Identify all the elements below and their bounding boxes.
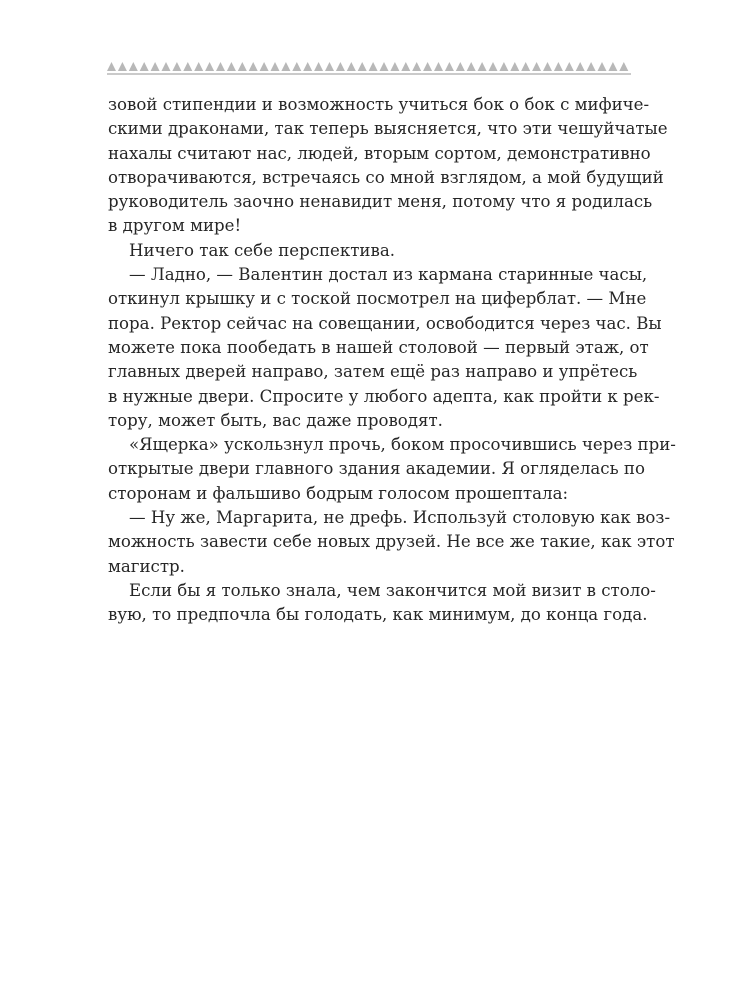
ornament-triangle (412, 62, 421, 71)
text-line: можность завести себе новых друзей. Не все же такие, как этот (108, 532, 675, 552)
ornament-triangle (619, 62, 628, 71)
ornament-triangle (107, 62, 116, 71)
ornament-triangle (598, 62, 607, 71)
ornament-triangle (194, 62, 203, 71)
ornament-triangle (336, 62, 345, 71)
text-line: магистр. (108, 556, 185, 576)
text-line: Если бы я только знала, чем закончится мой визит в столо- (129, 580, 656, 600)
text-line: скими драконами, так теперь выясняется, что эти чешуйчатые (108, 119, 668, 139)
paragraph (108, 239, 630, 263)
text-line: откинул крышку и с тоской посмотрел на циферблат. — Мне (108, 289, 647, 309)
ornament-triangle (554, 62, 563, 71)
paragraph (108, 433, 676, 506)
ornament-triangle (118, 62, 127, 71)
ornament-triangle (129, 62, 138, 71)
paragraph (108, 263, 662, 433)
text-line: зовой стипендии и возможность учиться бок о бок с мифиче- (108, 95, 650, 114)
ornament-triangle (151, 62, 160, 71)
text-line: в другом мире! (108, 216, 242, 236)
ornament-triangle (489, 62, 498, 71)
ornament-triangle (478, 62, 487, 71)
ornament-triangle (303, 62, 312, 71)
ornament-triangle (565, 62, 574, 71)
text-line: сторонам и фальшиво бодрым голосом прошептала: (108, 483, 569, 503)
ornament-triangle (358, 62, 367, 71)
text-line: отворачиваются, встречаясь со мной взглядом, а мой будущий (108, 167, 664, 187)
ornament-triangle (608, 62, 617, 71)
ornament-triangle (205, 62, 214, 71)
ornament-triangle (390, 62, 399, 71)
ornament-triangle (369, 62, 378, 71)
ornament-triangle (543, 62, 552, 71)
text-line: нахалы считают нас, людей, вторым сортом, демонстративно (108, 143, 651, 163)
paragraph (108, 506, 675, 579)
ornament-triangle (271, 62, 280, 71)
ornament-triangle (325, 62, 334, 71)
ornament-triangle (401, 62, 410, 71)
ornament-triangle (216, 62, 225, 71)
ornament-triangle (281, 62, 290, 71)
text-line: — Ладно, — Валентин достал из кармана старинные часы, (129, 265, 648, 285)
ornament-triangle (249, 62, 258, 71)
ornament-triangle (162, 62, 171, 71)
text-line: в нужные двери. Спросите у любого адепта, как пройти к рек- (108, 386, 660, 406)
ornament-triangle (467, 62, 476, 71)
text-line: тору, может быть, вас даже проводят. (108, 410, 443, 430)
ornament-triangle (423, 62, 432, 71)
ornament-triangle (576, 62, 585, 71)
ornament-triangle (434, 62, 443, 71)
ornament-triangle (587, 62, 596, 71)
text-line: — Ну же, Маргарита, не дрефь. Используй столовую как воз- (129, 508, 671, 528)
ornament-triangle (521, 62, 530, 71)
ornament-triangle (510, 62, 519, 71)
paragraph (108, 579, 656, 628)
ornament-triangle (445, 62, 454, 71)
body-text (108, 93, 676, 628)
text-line: открытые двери главного здания академии. Я огляделась по (108, 459, 645, 479)
text-line: «Ящерка» ускользнул прочь, боком просочившись через при- (129, 435, 676, 455)
ornament-triangle (292, 62, 301, 71)
text-line: Ничего так себе перспектива. (129, 240, 395, 260)
ornament-triangle (314, 62, 323, 71)
ornament-triangle (172, 62, 181, 71)
text-line: вую, то предпочла бы голодать, как минимум, до конца года. (108, 605, 648, 625)
ornament-triangle (532, 62, 541, 71)
ornament-triangles (107, 62, 628, 71)
text-line: главных дверей направо, затем ещё раз направо и упрётесь (108, 362, 638, 382)
ornament-triangle (456, 62, 465, 71)
text-line: можете пока пообедать в нашей столовой — первый этаж, от (108, 337, 649, 357)
ornament-triangle (347, 62, 356, 71)
ornament-triangle (183, 62, 192, 71)
ornament-triangle (499, 62, 508, 71)
text-line: пора. Ректор сейчас на совещании, освободится через час. Вы (108, 313, 662, 333)
ornament-triangle (380, 62, 389, 71)
ornament-triangle (140, 62, 149, 71)
ornament-triangle (260, 62, 269, 71)
header-ornament (107, 58, 631, 76)
text-line: руководитель заочно ненавидит меня, потому что я родилась (108, 192, 653, 212)
ornament-triangle (238, 62, 247, 71)
paragraph (108, 93, 668, 239)
ornament-triangle (227, 62, 236, 71)
